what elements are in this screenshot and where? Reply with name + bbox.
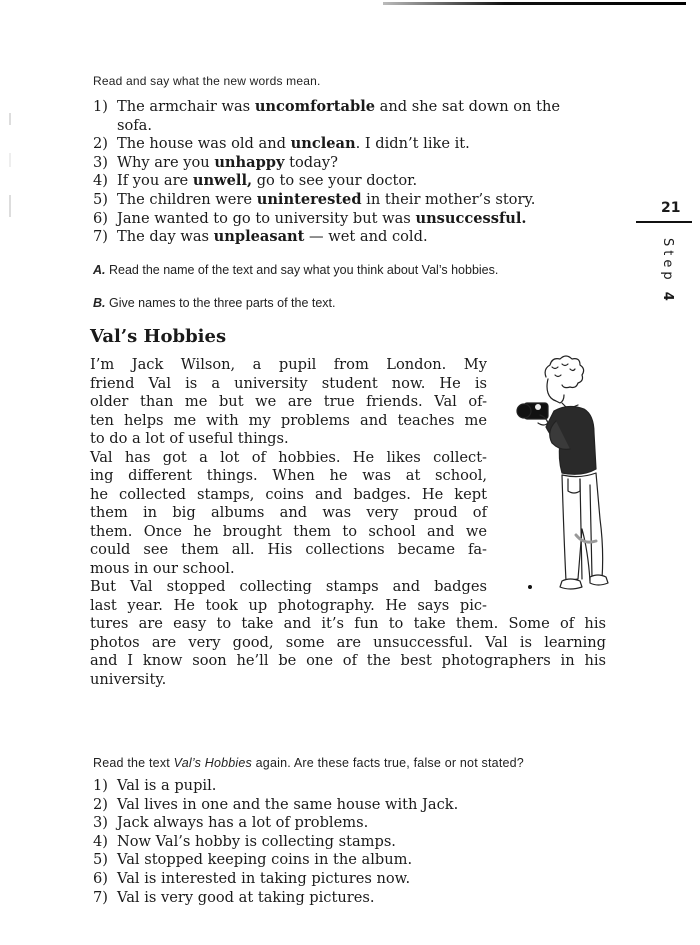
list-item — [93, 870, 458, 889]
text-line: to do a lot of useful things. — [90, 430, 289, 447]
item-text-post: today? — [284, 153, 338, 171]
item-number: 3) — [93, 153, 108, 171]
text-line: friend Val is a university student now. He is — [90, 374, 487, 392]
item-text-pre: Why are you — [117, 153, 215, 171]
item-number: 5) — [93, 190, 108, 208]
exercise1-list — [93, 98, 609, 247]
list-item — [93, 777, 458, 796]
item-number: 6) — [93, 209, 108, 227]
item-number: 1) — [93, 777, 108, 794]
text-line: could see them all. His collections became fa- — [90, 541, 487, 558]
new-word: unclean — [290, 135, 356, 153]
item-number: 2) — [93, 795, 108, 813]
instruction-pre: Read the text — [93, 756, 174, 770]
item-number: 4) — [93, 172, 108, 190]
page-number-rule — [636, 221, 692, 223]
item-text-post: . I didn’t like it. — [355, 135, 470, 153]
item-number: 3) — [93, 814, 108, 832]
item-number: 5) — [93, 851, 108, 869]
item-text-post: go to see your doctor. — [252, 172, 418, 190]
text-line: ing different things. When he was at school, — [90, 467, 487, 484]
item-text: Val stopped keeping coins in the album. — [117, 851, 413, 869]
list-item — [93, 172, 609, 191]
item-text-post: in their mother’s story. — [361, 190, 536, 208]
list-item — [93, 135, 609, 154]
item-continuation: sofa. — [117, 116, 153, 134]
item-text: Val is interested in taking pictures now. — [117, 869, 411, 887]
task-b-label: B. — [93, 296, 106, 310]
new-word: unhappy — [214, 153, 285, 171]
new-word: unpleasant — [213, 228, 305, 246]
text-line: and I know soon he’ll be one of the best photographers in his — [90, 652, 606, 669]
list-item — [93, 851, 458, 870]
list-item — [93, 98, 609, 117]
list-item — [93, 889, 458, 908]
item-text-pre: If you are — [117, 172, 193, 190]
text-line: he collected stamps, coins and badges. He kept — [90, 485, 487, 503]
item-number: 7) — [93, 228, 108, 246]
item-number: 4) — [93, 832, 108, 850]
item-text: Jack always has a lot of problems. — [117, 814, 369, 832]
new-word: unsuccessful. — [415, 209, 527, 227]
exercise2-list — [93, 777, 458, 907]
top-rule — [383, 2, 686, 5]
boy-with-camera-illustration — [510, 355, 615, 595]
reading-text-narrow — [90, 356, 487, 615]
text-line: photos are very good, some are unsuccessful. Val is learning — [90, 633, 606, 651]
item-number: 1) — [93, 98, 108, 115]
task-a-text: Read the name of the text and say what you think about Val’s hobbies. — [108, 263, 499, 277]
list-item — [93, 833, 458, 852]
text-line: But Val stopped collecting stamps and badges — [90, 578, 487, 595]
item-text: Val lives in one and the same house with Jack. — [117, 795, 459, 813]
new-word: unwell, — [192, 172, 253, 190]
text-line: them. Once he brought them to school and we — [90, 522, 487, 540]
item-text-pre: The house was old and — [117, 135, 291, 153]
item-text: Val is very good at taking pictures. — [117, 888, 375, 906]
item-number: 6) — [93, 869, 108, 887]
item-text — [117, 98, 609, 117]
text-line: them in big albums and was very proud of — [90, 504, 487, 521]
reading-text-wide — [90, 615, 606, 689]
item-text-pre: The children were — [117, 190, 257, 208]
item-text-post: — wet and cold. — [304, 228, 428, 246]
task-b — [93, 296, 336, 310]
instruction-text-title: Val’s Hobbies — [173, 756, 252, 770]
exercise2-instruction — [93, 756, 524, 770]
margin-marks — [8, 95, 12, 225]
text-line: tures are easy to take and it’s fun to take them. Some of his — [90, 615, 606, 632]
list-item — [93, 154, 609, 173]
text-line: last year. He took up photography. He says pic- — [90, 596, 487, 614]
task-a-label: A. — [93, 263, 106, 277]
list-item — [93, 191, 609, 210]
item-text-pre: The day was — [117, 228, 214, 246]
item-number: 2) — [93, 135, 108, 153]
new-word: uninterested — [256, 190, 362, 208]
step-label-text: Step — [660, 238, 675, 284]
new-word: uncomfortable — [254, 98, 376, 115]
exercise1-instruction: Read and say what the new words mean. — [93, 74, 321, 88]
text-line: ten helps me with my problems and teaches me — [90, 411, 487, 429]
list-item — [93, 814, 458, 833]
item-text-pre: Jane wanted to go to university but was — [117, 209, 416, 227]
list-item — [93, 210, 609, 229]
item-number: 7) — [93, 888, 108, 906]
text-line: I’m Jack Wilson, a pupil from London. My — [90, 356, 487, 373]
text-line: university. — [90, 670, 167, 688]
text-line: mous in our school. — [90, 559, 235, 577]
instruction-post: again. Are these facts true, false or not stated? — [251, 756, 524, 770]
step-label — [660, 238, 675, 305]
item-text: Now Val’s hobby is collecting stamps. — [117, 832, 396, 850]
item-text-pre: The armchair was — [117, 98, 255, 115]
task-b-text: Give names to the three parts of the text. — [108, 296, 336, 310]
text-title: Val’s Hobbies — [90, 326, 227, 347]
task-a — [93, 263, 498, 277]
text-line: Val has got a lot of hobbies. He likes collect- — [90, 448, 487, 466]
page-number: 21 — [661, 200, 681, 216]
list-item — [93, 228, 609, 247]
item-text: Val is a pupil. — [117, 777, 217, 794]
item-text-post: and she sat down on the — [375, 98, 560, 115]
text-line: older than me but we are true friends. Val of- — [90, 393, 487, 410]
step-number: 4 — [660, 291, 675, 305]
list-item — [93, 796, 458, 815]
